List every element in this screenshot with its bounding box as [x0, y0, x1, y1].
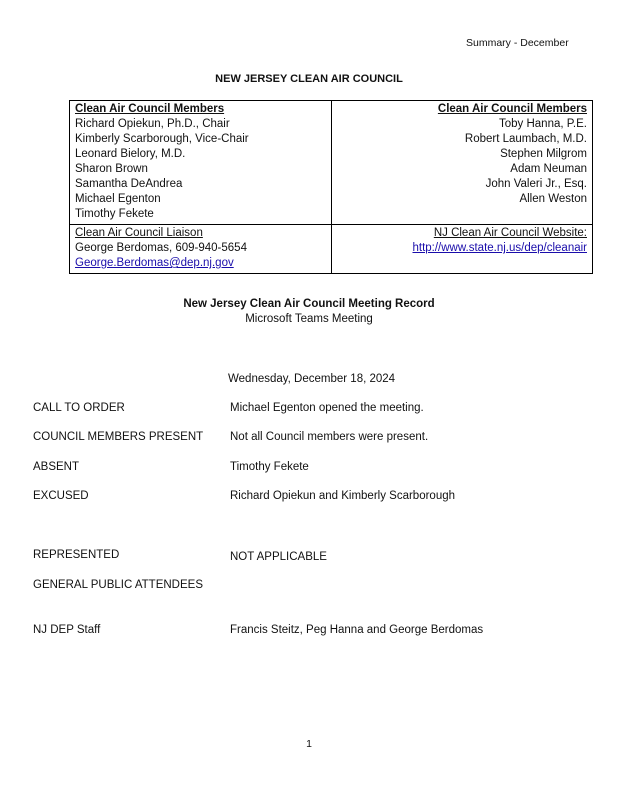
member-name: Toby Hanna, P.E.	[498, 118, 587, 130]
call-to-order-value: Michael Egenton opened the meeting.	[230, 402, 424, 414]
liaison-email-link[interactable]: George.Berdomas@dep.nj.gov	[75, 257, 234, 269]
dep-staff-value: Francis Steitz, Peg Hanna and George Berdomas	[230, 624, 484, 636]
absent-value: Timothy Fekete	[230, 461, 309, 473]
excused-value: Richard Opiekun and Kimberly Scarborough	[230, 490, 456, 502]
page-header-label: Summary - December	[466, 37, 569, 49]
website-heading: NJ Clean Air Council Website:	[433, 227, 587, 239]
contact-row	[70, 225, 593, 274]
meeting-record-title: New Jersey Clean Air Council Meeting Record	[183, 298, 435, 310]
member-name: Leonard Bielory, M.D.	[75, 148, 186, 160]
represented-value: NOT APPLICABLE	[230, 551, 327, 563]
members-right-heading: Clean Air Council Members	[437, 103, 587, 115]
member-name: Kimberly Scarborough, Vice-Chair	[75, 133, 249, 145]
member-name: Adam Neuman	[510, 163, 587, 175]
members-right-cell	[331, 101, 593, 225]
member-name: Sharon Brown	[75, 163, 148, 175]
member-name: Robert Laumbach, M.D.	[464, 133, 587, 145]
meeting-record-subtitle: Microsoft Teams Meeting	[245, 313, 373, 325]
meeting-date: Wednesday, December 18, 2024	[228, 373, 396, 385]
members-row	[70, 101, 593, 225]
represented-label: REPRESENTED	[33, 549, 120, 561]
member-name: Samantha DeAndrea	[75, 178, 183, 190]
page-number: 1	[306, 738, 312, 750]
member-name: Timothy Fekete	[75, 208, 154, 220]
excused-label: EXCUSED	[33, 490, 89, 502]
liaison-contact: George Berdomas, 609-940-5654	[75, 242, 247, 254]
website-cell	[331, 225, 593, 274]
call-to-order-label: CALL TO ORDER	[33, 402, 125, 414]
members-present-label: COUNCIL MEMBERS PRESENT	[33, 431, 204, 443]
document-title: NEW JERSEY CLEAN AIR COUNCIL	[215, 73, 403, 85]
public-attendees-label: GENERAL PUBLIC ATTENDEES	[33, 579, 203, 591]
website-link[interactable]: http://www.state.nj.us/dep/cleanair	[412, 242, 587, 254]
council-members-table	[69, 100, 593, 274]
members-left-cell	[70, 101, 332, 225]
member-name: Stephen Milgrom	[500, 148, 587, 160]
dep-staff-label: NJ DEP Staff	[33, 624, 101, 636]
members-present-value: Not all Council members were present.	[230, 431, 429, 443]
members-left-heading: Clean Air Council Members	[75, 103, 225, 115]
liaison-heading: Clean Air Council Liaison	[75, 227, 203, 239]
member-name: Michael Egenton	[75, 193, 161, 205]
liaison-cell	[70, 225, 332, 274]
member-name: John Valeri Jr., Esq.	[485, 178, 587, 190]
member-name: Allen Weston	[519, 193, 587, 205]
absent-label: ABSENT	[33, 461, 80, 473]
member-name: Richard Opiekun, Ph.D., Chair	[75, 118, 230, 130]
